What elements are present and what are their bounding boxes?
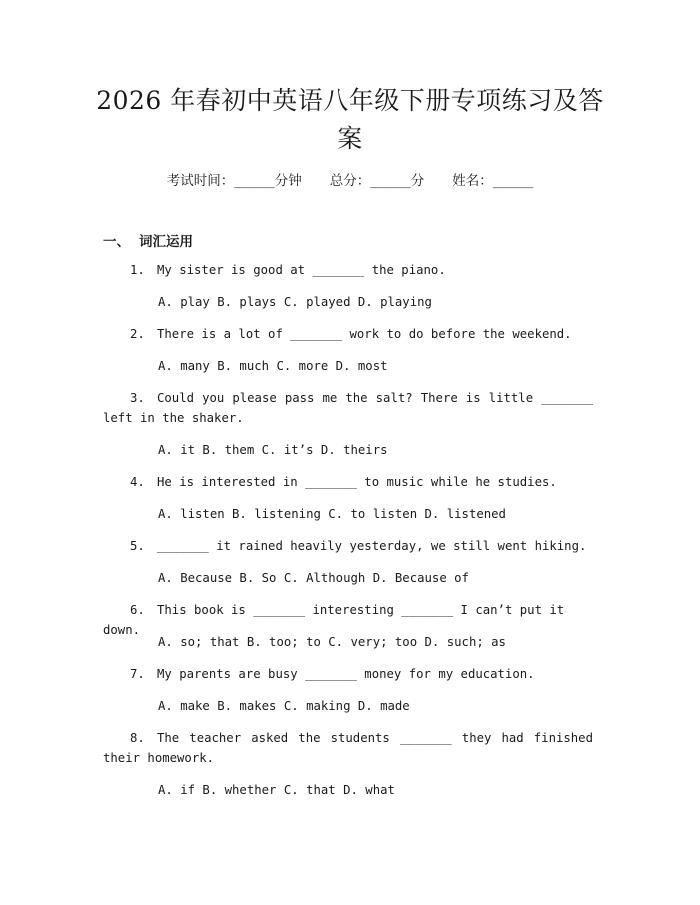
question-4 bbox=[103, 472, 593, 492]
question-6-options: A. so; that B. too; to C. very; too D. such; as bbox=[158, 635, 506, 649]
question-number: 2. bbox=[130, 327, 145, 341]
title-line-1: 2026 年春初中英语八年级下册专项练习及答 bbox=[96, 86, 604, 115]
question-3 bbox=[103, 388, 593, 428]
question-text: Could you please pass me the salt? There is little _______ left in the shaker. bbox=[103, 391, 593, 425]
question-text: My sister is good at _______ the piano. bbox=[157, 263, 446, 277]
question-8 bbox=[103, 728, 593, 768]
question-7 bbox=[103, 664, 593, 684]
question-8-options: A. if B. whether C. that D. what bbox=[158, 783, 395, 797]
question-2 bbox=[103, 324, 593, 344]
question-text: He is interested in _______ to music while he studies. bbox=[157, 475, 557, 489]
student-name-field: 姓名：______ bbox=[452, 173, 534, 189]
question-number: 4. bbox=[130, 475, 145, 489]
question-number: 5. bbox=[130, 539, 145, 553]
question-text: There is a lot of _______ work to do before the weekend. bbox=[157, 327, 572, 341]
question-text: This book is _______ interesting _______ I can’t put it down. bbox=[103, 603, 565, 637]
question-number: 8. bbox=[130, 731, 145, 745]
document-title bbox=[95, 82, 605, 158]
question-1 bbox=[103, 260, 593, 280]
section-title: 词汇运用 bbox=[139, 234, 193, 250]
question-7-options: A. make B. makes C. making D. made bbox=[158, 699, 410, 713]
title-line-2: 案 bbox=[337, 124, 363, 153]
question-3-options: A. it B. them C. it’s D. theirs bbox=[158, 443, 388, 457]
question-number: 1. bbox=[130, 263, 145, 277]
exam-meta bbox=[0, 169, 700, 189]
section-heading bbox=[103, 230, 193, 250]
section-number: 一、 bbox=[103, 234, 130, 250]
total-score-field: 总分：______分 bbox=[329, 173, 425, 189]
question-2-options: A. many B. much C. more D. most bbox=[158, 359, 388, 373]
question-text: The teacher asked the students _______ they had finished their homework. bbox=[103, 731, 593, 765]
question-5 bbox=[103, 536, 593, 556]
question-1-options: A. play B. plays C. played D. playing bbox=[158, 295, 432, 309]
question-5-options: A. Because B. So C. Although D. Because of bbox=[158, 571, 469, 585]
question-text: My parents are busy _______ money for my education. bbox=[157, 667, 535, 681]
question-number: 6. bbox=[130, 603, 145, 617]
question-number: 3. bbox=[130, 391, 145, 405]
question-text: _______ it rained heavily yesterday, we still went hiking. bbox=[157, 539, 587, 553]
question-number: 7. bbox=[130, 667, 145, 681]
question-4-options: A. listen B. listening C. to listen D. listened bbox=[158, 507, 506, 521]
exam-time-field: 考试时间：______分钟 bbox=[166, 173, 302, 189]
